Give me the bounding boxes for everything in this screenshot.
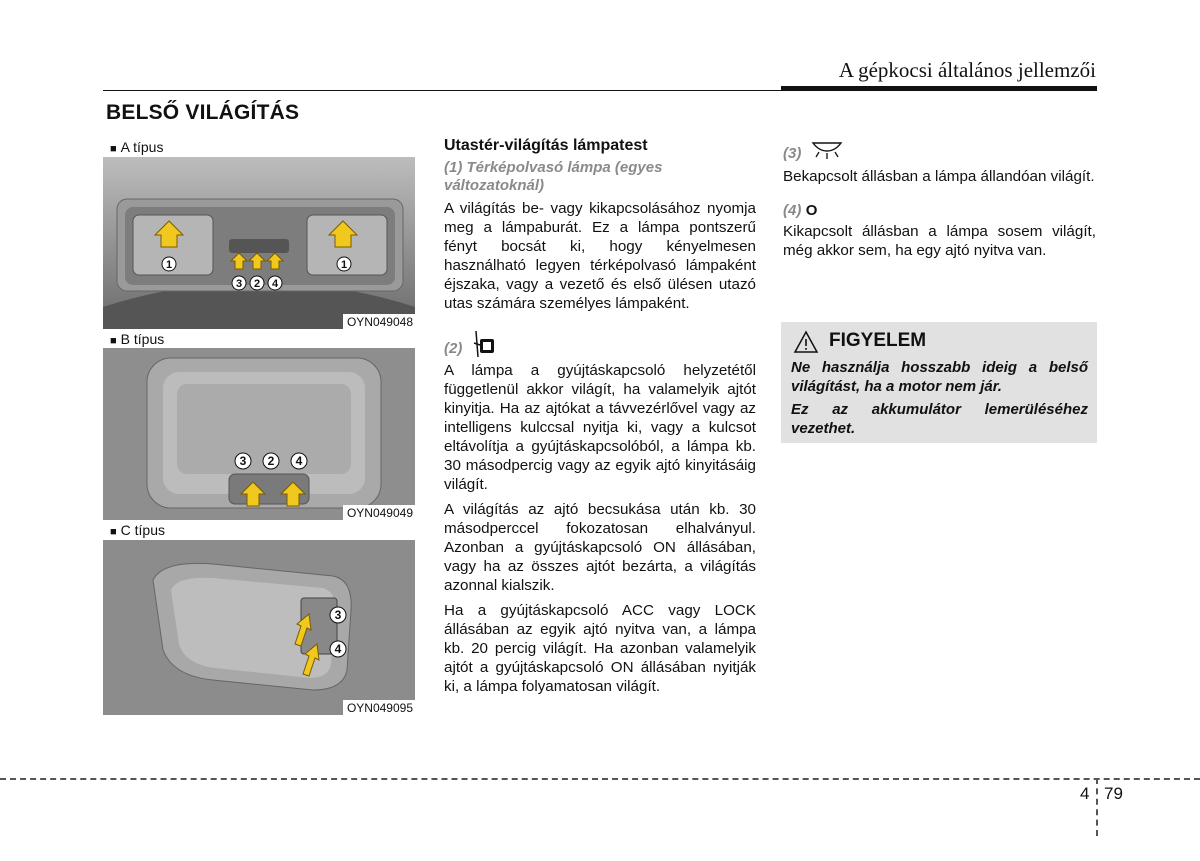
column-2 — [444, 137, 756, 696]
item2-para2: A világítás az ajtó becsukása után kb. 30 másodperccel fokozatosan elhalványul. Azonban a gyújtáskapcsoló ON állásában, vagy ha az összes ajtót bezárta, a világítás azonnal kialszik. — [444, 501, 756, 594]
figure-b-label: ■ B típus — [110, 331, 165, 347]
figure-b-callout-4: 4 — [295, 454, 303, 468]
figure-a-image — [103, 157, 415, 329]
figure-b-callout-2: 2 — [267, 454, 275, 468]
column-3 — [783, 137, 1096, 260]
item4-symbol: O — [805, 202, 818, 219]
figure-a-label: ■ A típus — [110, 139, 164, 155]
item2-header — [444, 331, 756, 361]
item2-title: (2) — [444, 340, 463, 357]
chapter-number: 4 — [1080, 784, 1090, 803]
figure-c-code: OYN049095 — [343, 700, 415, 715]
item4-title: (4) — [783, 202, 802, 219]
item2-para3: Ha a gyújtáskapcsoló ACC vagy LOCK állásában az egyik ajtó nyitva van, a lámpa kb. 20 percig világít. Ha azonban valamelyik ajtót a gyújtáskapcsoló ON állásában nyitják ki, a lámpa folyamatosan világít. — [444, 602, 756, 695]
lamp-on-icon — [811, 139, 843, 166]
door-lamp-icon — [472, 329, 498, 364]
item3-text: Bekapcsolt állásban a lámpa állandóan világít. — [783, 168, 1095, 185]
item3-title: (3) — [783, 145, 802, 162]
footer-rule — [0, 778, 1200, 780]
heading-utaster: Utastér-világítás lámpatest — [444, 137, 648, 154]
figure-c-image — [103, 540, 415, 715]
figure-a-callout-2: 2 — [253, 278, 261, 290]
warning-box — [781, 322, 1097, 443]
warning-triangle-icon — [793, 330, 819, 359]
item3-header — [783, 137, 1096, 165]
figure-a-callout-1b: 1 — [340, 259, 348, 271]
section-title: BELSŐ VILÁGÍTÁS — [106, 101, 300, 124]
figure-a-callout-1: 1 — [165, 259, 173, 271]
item1-title: (1) Térképolvasó lámpa (egyes változatoknál) — [444, 159, 663, 194]
figure-a-callout-4: 4 — [271, 278, 279, 290]
warning-title: FIGYELEM — [829, 330, 927, 351]
item1-text: A világítás be- vagy kikapcsolásához nyomja meg a lámpaburát. Ez a lámpa pontszerű fényt bocsát ki, hogy kényelmesen használható legyen térképolvasó lámpaként éjszaka, vagy a vezető és első ülésen utazó utas számára személyes lámpaként. — [444, 200, 756, 312]
figure-a-code: OYN049048 — [343, 314, 415, 329]
warning-text-2: Ez az akkumulátor lemerüléséhez vezethet. — [791, 401, 1088, 437]
footer-divider — [1096, 778, 1098, 836]
item4-text: Kikapcsolt állásban a lámpa sosem világít, még akkor sem, ha egy ajtó nyitva van. — [783, 223, 1096, 259]
figure-b-type: B típus — [120, 331, 165, 347]
warning-text-1: Ne használja hosszabb ideig a belső világítást, ha a motor nem jár. — [791, 359, 1088, 395]
item4-header — [783, 202, 1096, 220]
figure-c-callout-3: 3 — [334, 608, 342, 622]
figure-b-image — [103, 348, 415, 520]
figure-c-callout-4: 4 — [334, 642, 342, 656]
chapter-title: A gépkocsi általános jellemzői — [838, 58, 1096, 82]
figure-b-callout-3: 3 — [239, 454, 247, 468]
item2-para1: A lámpa a gyújtáskapcsoló helyzetétől függetlenül akkor világít, ha valamelyik ajtót kinyitja. Ha az ajtókat a távvezérlővel vagy az intelligens kulccsal nyitja ki, vagy a kulcsot eltávolítja a gyújtáskapcsolóból, a lámpa kb. 30 másodpercig vagy az egyik ajtó kinyitásáig világít. — [444, 362, 756, 493]
section-rule — [103, 90, 1097, 91]
figure-c-type: C típus — [120, 522, 166, 538]
figure-b-code: OYN049049 — [343, 505, 415, 520]
figure-a-callout-3: 3 — [235, 278, 243, 290]
figure-c-label: ■ C típus — [110, 522, 166, 538]
page-number: 79 — [1104, 784, 1123, 803]
figure-a-type: A típus — [120, 139, 164, 155]
